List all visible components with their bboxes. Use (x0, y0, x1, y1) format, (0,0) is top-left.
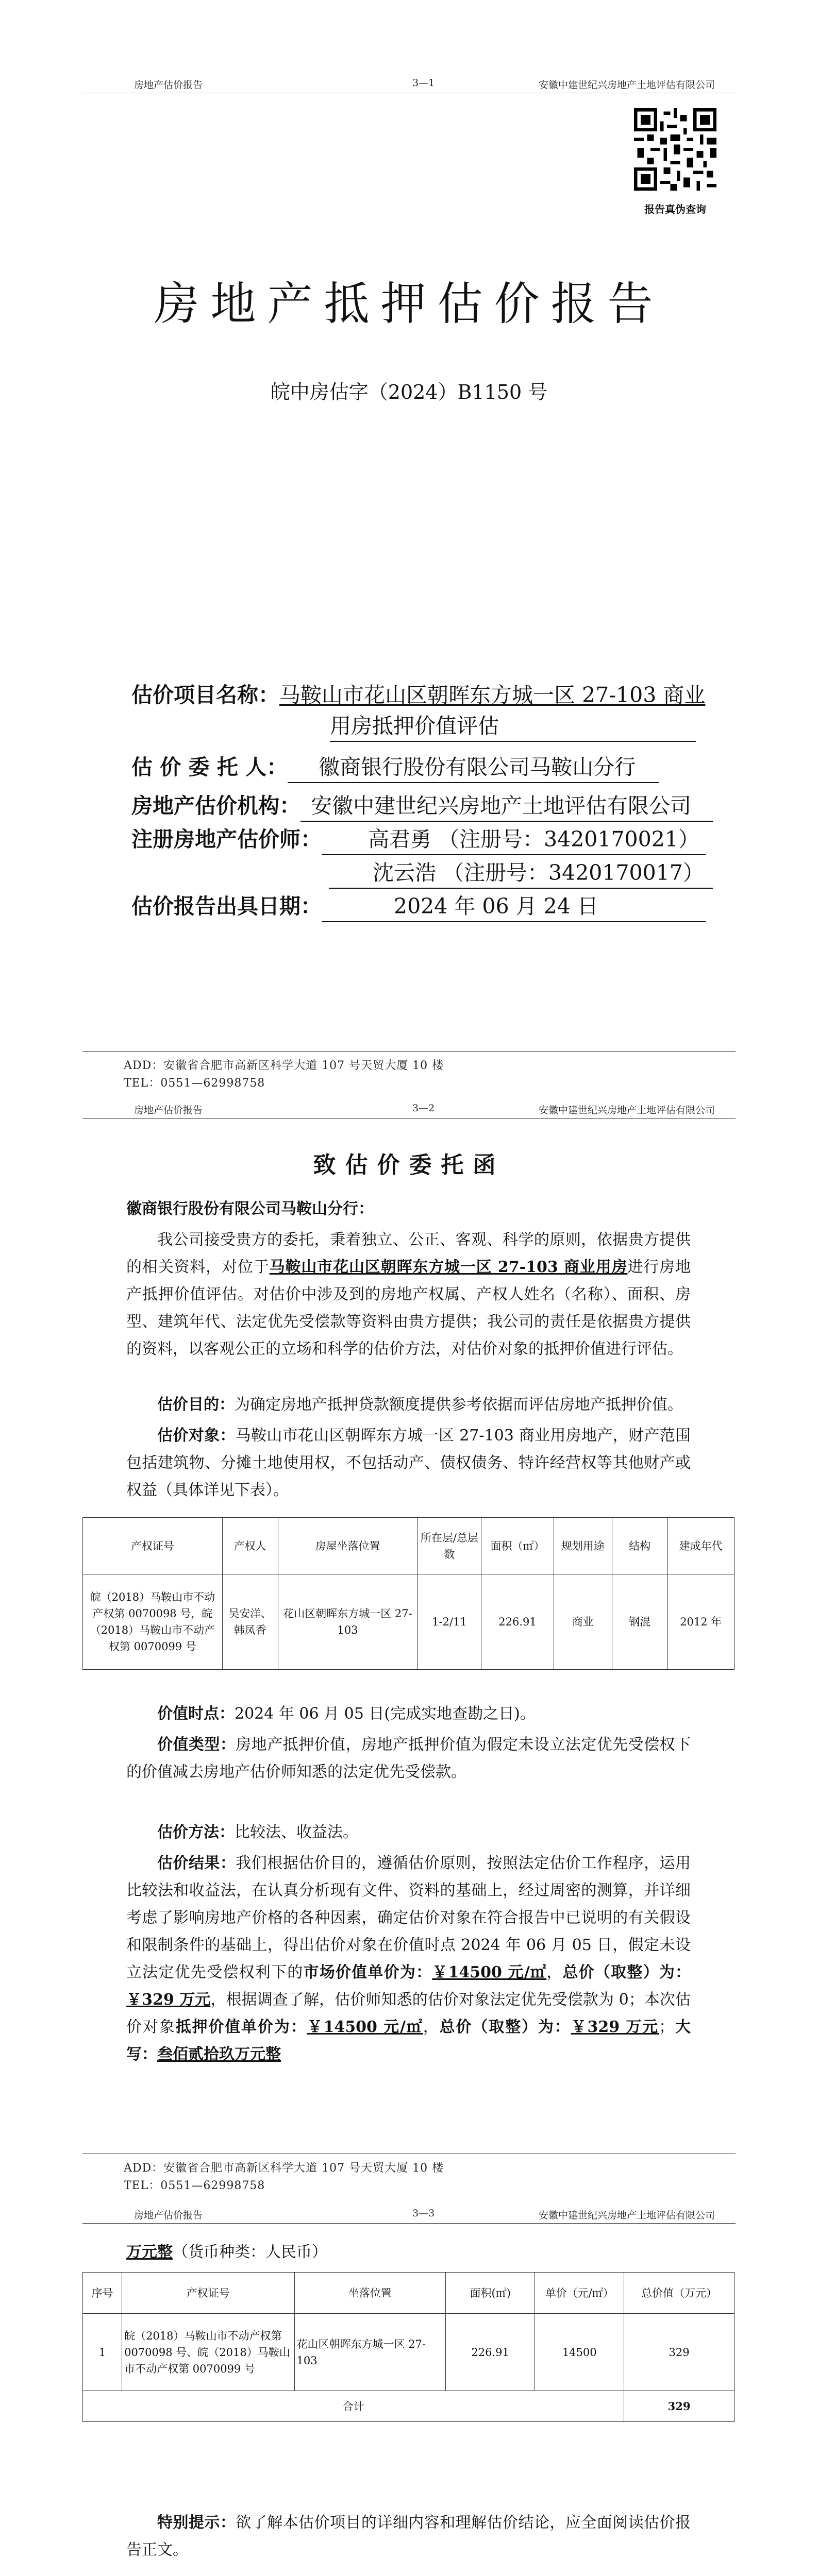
intro-part-1: 我公司接受贵方的委托，秉着独立、公正、客观、科学的原则，依据贵方提供的相关资料，对位于 (126, 1231, 691, 1276)
col-year: 建成年代 (667, 1518, 734, 1574)
header-company: 安徽中建世纪兴房地产土地评估有限公司 (538, 1105, 715, 1116)
report-title: 房地产抵押估价报告 (154, 277, 664, 330)
header-report-label: 房地产估价报告 (134, 1105, 203, 1116)
client-value: 徽商银行股份有限公司马鞍山分行 (288, 752, 659, 783)
type-text: 房地产抵押价值，房地产抵押价值为假定未设立法定优先受偿权下的价值减去房地产估价师知悉的法定优先受偿款。 (126, 1736, 691, 1781)
col-no: 序号 (83, 2273, 122, 2314)
cover-agency (131, 791, 713, 822)
letter-value-date (126, 1700, 691, 1727)
appraiser-1-value: 高君勇 （注册号：3420170021） (322, 824, 706, 855)
cover-client (131, 752, 659, 783)
total-value: 329 (624, 2391, 734, 2422)
col-location: 坐落位置 (294, 2273, 446, 2314)
issue-date-label: 估价报告出具日期： (131, 894, 322, 919)
page-footer (124, 2160, 444, 2195)
header-company: 安徽中建世纪兴房地产土地评估有限公司 (538, 2210, 715, 2221)
col-owner: 产权人 (222, 1518, 278, 1574)
special-text: 欲了解本估价项目的详细内容和理解估价结论，应全面阅读估价报告正文。 (126, 2514, 691, 2559)
table-total-row (83, 2391, 734, 2422)
mortgage-unit-value: ￥14500 元/㎡ (307, 2018, 423, 2036)
property-table (82, 1517, 734, 1670)
header-page-number: 3—3 (412, 2208, 435, 2219)
cell-area: 226.91 (446, 2314, 535, 2391)
mortgage-total-value: ￥329 万元 (571, 2018, 659, 2036)
result-cn-label: 大写： (126, 2018, 691, 2063)
col-area: 面积(㎡) (446, 2273, 535, 2314)
mortgage-total-label: 总价（取整）为： (439, 2018, 571, 2036)
method-text: 比较法、收益法。 (235, 1823, 358, 1841)
header-report-label: 房地产估价报告 (134, 79, 203, 91)
col-structure: 结构 (612, 1518, 667, 1574)
header-divider (82, 2223, 736, 2224)
page-footer (124, 1057, 444, 1092)
header-report-label: 房地产估价报告 (134, 2210, 203, 2221)
cell-cert: 皖（2018）马鞍山市不动产权第 0070098 号、皖（2018）马鞍山市不动产权第 0070099 号 (122, 2314, 294, 2391)
market-unit-label: 市场价值单价为： (303, 1963, 432, 1981)
method-label: 估价方法： (157, 1823, 235, 1841)
letter-result: 估价结果：我们根据估价目的，遵循估价原则，按照法定估价工作程序，运用比较法和收益法，在认真分析现有文件、资料的基础上，经过周密的测算，并详细考虑了影响房地产价格的各种因素，确定估价对象在符合报告中已说明的有关假设和限制条件的基础上，得出估价对象在价值时点 2024 年 06 月 05 日，假定未设立法定优先受偿权利下的市场价值单价为：￥14500 元/㎡，总价（取整）为：￥329 万元，根据调查了解，估价师知悉的估价对象法定优先受偿款为 0；本次估价对象抵押价值单价为：￥14500 元/㎡，总价（取整）为：￥329 万元；大写：叁佰贰拾玖万元整 (126, 1854, 691, 2063)
cell-year: 2012 年 (667, 1574, 734, 1670)
intro-target: 马鞍山市花山区朝晖东方城一区 27-103 商业用房 (269, 1258, 628, 1276)
col-area: 面积（㎡） (481, 1518, 554, 1574)
purpose-text: 为确定房地产抵押贷款额度提供参考依据而评估房地产抵押价值。 (235, 1396, 683, 1414)
col-cert: 产权证号 (122, 2273, 294, 2314)
letter-object (126, 1422, 691, 1504)
project-name-value-cont: 用房抵押价值评估 (330, 711, 696, 742)
letter-addressee: 徽商银行股份有限公司马鞍山分行： (126, 1200, 374, 1218)
cover-appraisers (131, 824, 706, 855)
valuation-table (82, 2272, 734, 2422)
total-label: 合计 (83, 2391, 624, 2422)
col-cert: 产权证号 (83, 1518, 223, 1574)
footer-tel: TEL：0551—62998758 (124, 2179, 265, 2192)
project-name-value: 马鞍山市花山区朝晖东方城一区 27-103 商业 (279, 683, 706, 707)
cell-location: 花山区朝晖东方城一区 27-103 (294, 2314, 446, 2391)
letter-title: 致估价委托函 (313, 1152, 505, 1178)
cover-project-name (131, 680, 705, 710)
footer-tel: TEL：0551—62998758 (124, 1077, 265, 1090)
date-text: 2024 年 06 月 05 日(完成实地查勘之日)。 (235, 1705, 536, 1723)
result-label: 估价结果： (157, 1854, 236, 1872)
header-page-number: 3—1 (412, 77, 435, 89)
cell-no: 1 (83, 2314, 122, 2391)
agency-value: 安徽中建世纪兴房地产土地评估有限公司 (301, 791, 713, 822)
mortgage-unit-label: 抵押价值单价为： (175, 2018, 307, 2036)
object-text: 马鞍山市花山区朝晖东方城一区 27-103 商业用房地产，财产范围包括建筑物、分摊土地使用权，不包括动产、债权债务、特许经营权等其他财产或权益（具体详见下表）。 (126, 1427, 691, 1499)
special-label: 特别提示： (157, 2514, 236, 2532)
currency-line (126, 2239, 691, 2266)
header-company: 安徽中建世纪兴房地产土地评估有限公司 (538, 79, 715, 91)
document-number: 皖中房估字（2024）B1150 号 (270, 381, 548, 403)
letter-value-type (126, 1731, 691, 1786)
col-total-value: 总价值（万元） (624, 2273, 734, 2314)
appraiser-2-value: 沈云浩 （注册号：3420170017） (329, 858, 713, 889)
project-name-label: 估价项目名称： (131, 683, 279, 707)
cell-floor: 1-2/11 (418, 1574, 481, 1670)
footer-address: ADD：安徽省合肥市高新区科学大道 107 号天贸大厦 10 楼 (124, 2162, 444, 2175)
header-page-number: 3—2 (412, 1103, 435, 1114)
special-note (126, 2509, 691, 2564)
purpose-label: 估价目的： (157, 1396, 235, 1414)
market-total-value: ￥329 万元 (126, 1991, 211, 2009)
cell-area: 226.91 (481, 1574, 554, 1670)
object-label: 估价对象： (157, 1427, 236, 1445)
intro-part-2: 进行房地产抵押价值评估。对估价中涉及到的房地产权属、产权人姓名（名称）、面积、房型、建筑年代、法定优先受偿款等资料由贵方提供；我公司的责任是依据贵方提供的资料，以客观公正的立场和科学的估价方法，对估价对象的抵押价值进行评估。 (126, 1258, 691, 1358)
cell-cert: 皖（2018）马鞍山市不动产权第 0070098 号，皖（2018）马鞍山市不动产权第 0070099 号 (83, 1574, 223, 1670)
cell-structure: 钢混 (612, 1574, 667, 1670)
cover-issue-date (131, 891, 706, 922)
client-label: 估 价 委 托 人： (131, 755, 288, 779)
date-label: 价值时点： (157, 1705, 235, 1723)
cell-owner: 吴安洋、韩凤香 (222, 1574, 278, 1670)
qr-caption: 报告真伪查询 (644, 203, 706, 215)
letter-purpose (126, 1391, 691, 1418)
cover-project-name-cont (330, 711, 696, 742)
footer-address: ADD：安徽省合肥市高新区科学大道 107 号天贸大厦 10 楼 (124, 1059, 444, 1072)
col-unit-price: 单价（元/㎡） (535, 2273, 624, 2314)
cell-total-value: 329 (624, 2314, 734, 2391)
currency-note: （货币种类：人民币） (173, 2243, 327, 2261)
market-unit-value: ￥14500 元/㎡ (432, 1963, 547, 1981)
table-header-row (83, 1518, 734, 1574)
footer-divider (82, 1051, 736, 1052)
qr-code-icon[interactable] (634, 108, 716, 191)
table-row (83, 2314, 734, 2391)
cover-appraiser-2 (329, 858, 713, 889)
cell-unit-price: 14500 (535, 2314, 624, 2391)
cell-location: 花山区朝晖东方城一区 27-103 (278, 1574, 418, 1670)
col-location: 房屋坐落位置 (278, 1518, 418, 1574)
result-text-1: 我们根据估价目的，遵循估价原则，按照法定估价工作程序，运用比较法和收益法，在认真分析现有文件、资料的基础上，经过周密的测算，并详细考虑了影响房地产价格的各种因素，确定估价对象在符合报告中已说明的有关假设和限制条件的基础上，得出估价对象在价值时点 2024 年 06 月 05 日，假定未设立法定优先受偿权利下的 (126, 1854, 691, 1981)
table-header-row (83, 2273, 734, 2314)
market-total-label: 总价（取整）为： (562, 1963, 691, 1981)
result-cn-value: 叁佰贰拾玖万元整 (157, 2045, 281, 2063)
table-row (83, 1574, 734, 1670)
col-use: 规划用途 (554, 1518, 612, 1574)
cell-use: 商业 (554, 1574, 612, 1670)
letter-intro (126, 1226, 691, 1363)
issue-date-value: 2024 年 06 月 24 日 (322, 891, 706, 922)
result-text-2: ，根据调查了解，估价师知悉的估价对象法定优先受偿款为 0；本次估价对象 (126, 1991, 691, 2036)
agency-label: 房地产估价机构： (131, 793, 301, 818)
type-label: 价值类型： (157, 1736, 236, 1754)
col-floor: 所在层/总层数 (418, 1518, 481, 1574)
letter-method (126, 1819, 691, 1846)
appraiser-label: 注册房地产估价师： (131, 827, 322, 852)
result-cn-tail: 万元整 (126, 2243, 173, 2261)
